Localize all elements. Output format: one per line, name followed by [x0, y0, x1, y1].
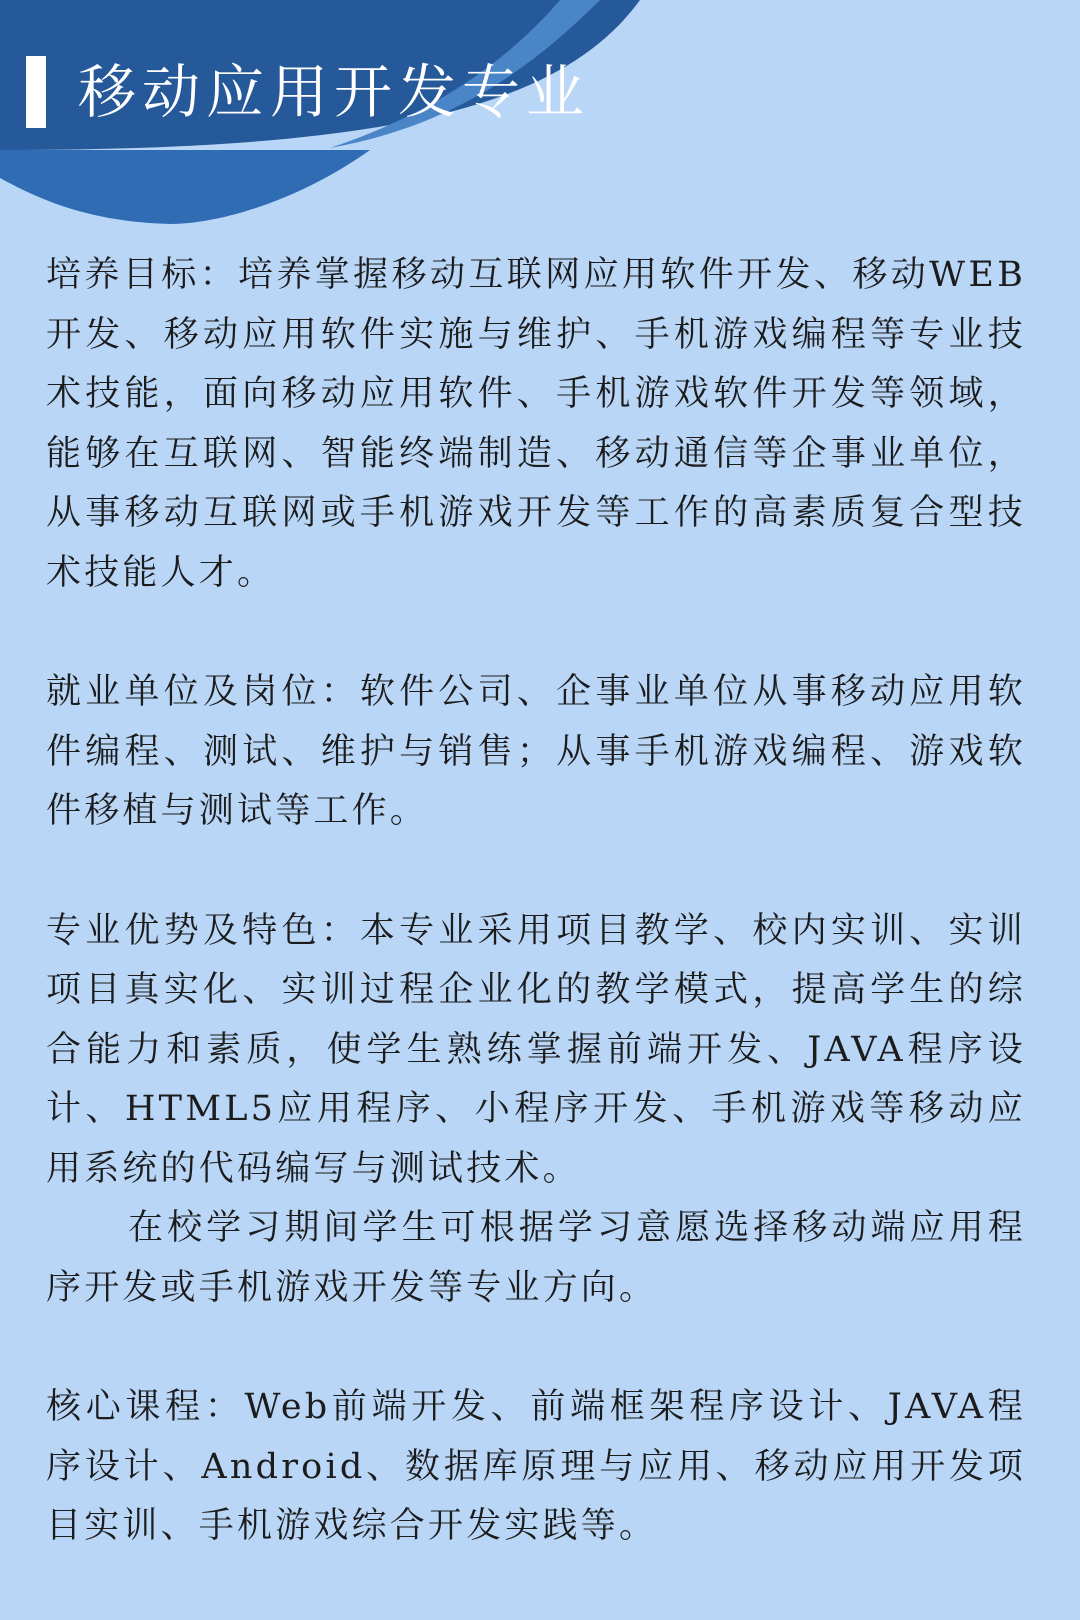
- training-goal-paragraph: 培养目标：培养掌握移动互联网应用软件开发、移动WEB 开发、移动应用软件实施与维护、手机游戏编程等专业技术技能，面向移动应用软件、手机游戏软件开发等领域，能够在互联网、智能终端制造、移动通信等企事业单位，从事移动互联网或手机游戏开发等工作的高素质复合型技术技能人才。: [46, 255, 1026, 593]
- core-courses-paragraph: 核心课程：Web前端开发、前端框架程序设计、JAVA程序设计、Android、数据库原理与应用、移动应用开发项目实训、手机游戏综合开发实践等。: [46, 1387, 1026, 1546]
- section-gap: [46, 603, 1026, 663]
- section-gap: [46, 1318, 1026, 1378]
- employment-paragraph: 就业单位及岗位：软件公司、企事业单位从事移动应用软件编程、测试、维护与销售；从事手机游戏编程、游戏软件移植与测试等工作。: [46, 672, 1026, 831]
- header-lower-arc: [0, 150, 370, 224]
- title-accent-bar: [26, 56, 46, 128]
- section-gap: [46, 842, 1026, 902]
- advantages-direction-paragraph: 在校学习期间学生可根据学习意愿选择移动端应用程序开发或手机游戏开发等专业方向。: [46, 1208, 1026, 1308]
- advantages-paragraph: 专业优势及特色：本专业采用项目教学、校内实训、实训项目真实化、实训过程企业化的教学模式，提高学生的综合能力和素质，使学生熟练掌握前端开发、JAVA程序设计、HTML5应用程序、小程序开发、手机游戏等移动应用系统的代码编写与测试技术。: [46, 910, 1026, 1189]
- content-area: [46, 246, 1026, 1557]
- page-title: 移动应用开发专业: [78, 58, 591, 126]
